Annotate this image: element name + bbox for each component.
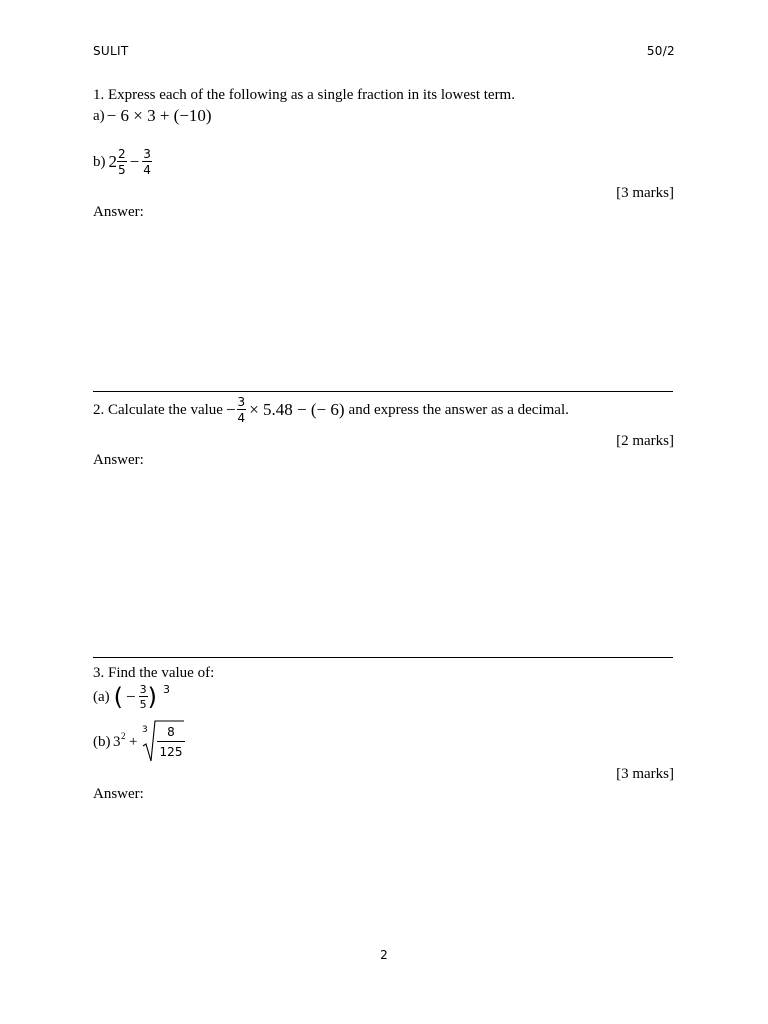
q3-a-num: 3: [139, 683, 147, 696]
q3-b-num: 8: [167, 725, 175, 739]
q3-part-a: [93, 684, 170, 710]
page-number: 2: [380, 948, 388, 962]
q1-b-num2: 3: [143, 147, 151, 161]
q1-a-expression: − 6 × 3 + (−10): [106, 106, 212, 125]
q3-answer-label: Answer:: [93, 786, 144, 802]
q3-b-fraction-bar: [157, 741, 185, 742]
q2-prefix: 2. Calculate the value: [93, 401, 223, 418]
q3-prompt: 3. Find the value of:: [93, 665, 215, 681]
q3-a-label: (a): [93, 688, 110, 705]
q3-a-den: 5: [139, 698, 147, 711]
q3-b-label: (b): [93, 734, 111, 750]
q1-b-minus: −: [129, 152, 140, 171]
header-left: SULIT: [93, 44, 129, 58]
q1-b-fraction-2: [142, 148, 152, 176]
q2-prompt: [93, 396, 569, 424]
q2-den: 4: [237, 411, 246, 425]
q2-suffix: and express the answer as a decimal.: [348, 401, 569, 418]
q2-marks: [2 marks]: [616, 433, 674, 449]
q1-b-num1: 2: [118, 147, 126, 161]
q3-a-minus: −: [126, 687, 136, 706]
q1-b-whole: 2: [108, 152, 117, 171]
q1-b-den1: 5: [118, 163, 126, 177]
q3-b-root-index: 3: [142, 725, 148, 735]
divider-1: [93, 391, 673, 392]
q2-expression: × 5.48 − (− 6): [249, 400, 345, 419]
q2-num: 3: [237, 395, 246, 409]
q1-prompt: 1. Express each of the following as a single fraction in its lowest term.: [93, 87, 515, 103]
q1-part-b: [93, 148, 152, 176]
q2-fraction: [237, 396, 247, 424]
q1-b-label: b): [93, 153, 106, 170]
divider-2: [93, 657, 673, 658]
q3-marks: [3 marks]: [616, 766, 674, 782]
q3-a-fraction: [139, 684, 148, 710]
q1-b-fraction-1: [117, 148, 127, 176]
q1-marks: [3 marks]: [616, 185, 674, 201]
q3-a-left-paren: (: [113, 683, 124, 711]
q1-answer-label: Answer:: [93, 204, 144, 220]
q3-part-b: [93, 718, 293, 764]
q3-a-exponent: 3: [163, 683, 170, 696]
q1-a-label: a): [93, 107, 105, 124]
q1-part-a: [93, 106, 212, 126]
q3-b-plus: +: [129, 734, 138, 750]
q3-b-exponent: 2: [121, 731, 126, 741]
q3-a-right-paren: ): [147, 683, 157, 711]
q2-neg-sign: −: [225, 400, 236, 419]
header-right: 50/2: [646, 44, 675, 58]
q3-b-base: 3: [113, 734, 121, 750]
q2-answer-label: Answer:: [93, 452, 144, 468]
q3-b-den: 125: [159, 745, 183, 759]
q1-b-den2: 4: [143, 163, 151, 177]
